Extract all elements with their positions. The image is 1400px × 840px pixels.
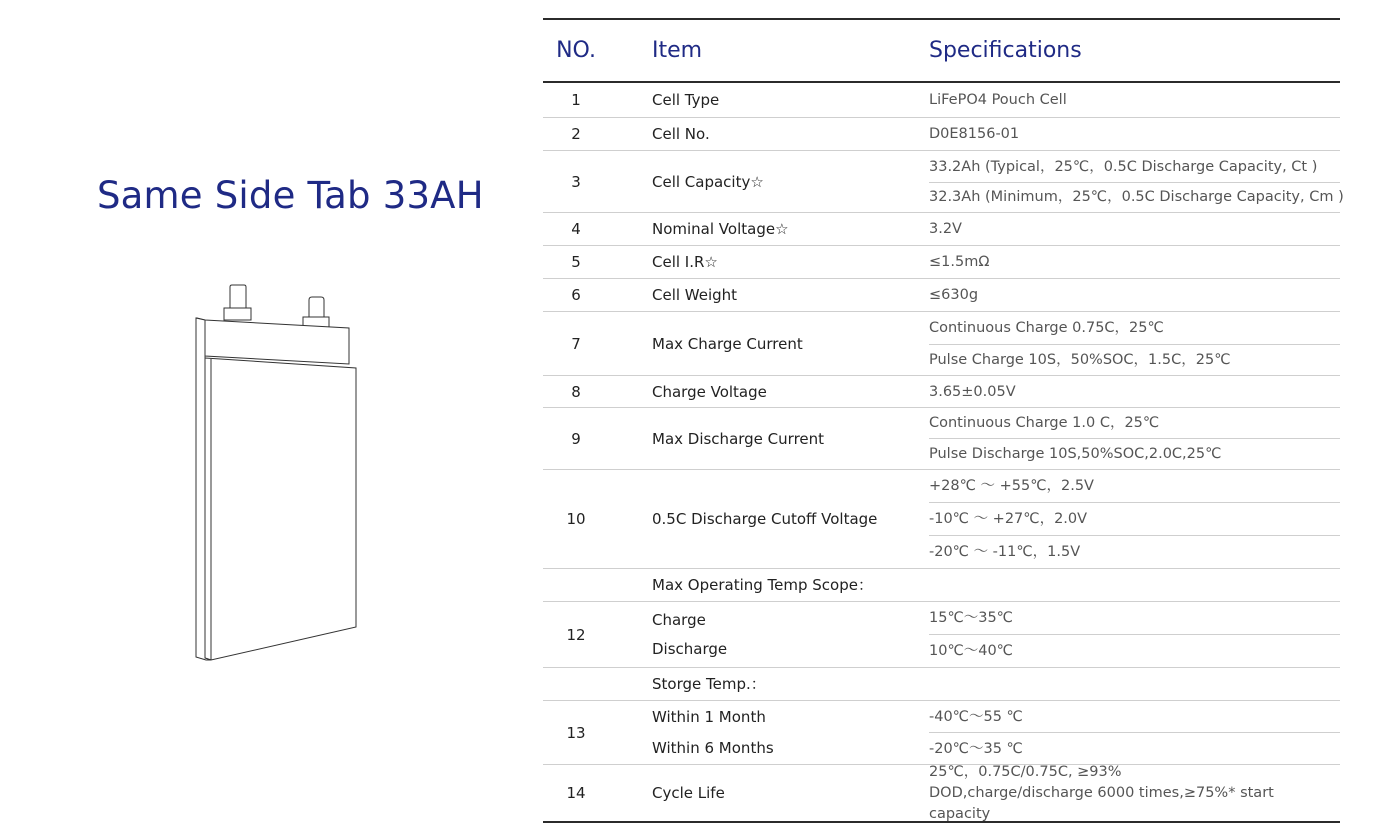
table-row <box>543 118 1340 150</box>
row-item: Within 6 Months <box>652 739 774 757</box>
row-item: Max Discharge Current <box>652 429 825 448</box>
table-row <box>543 246 1340 278</box>
row-spec: 25℃，0.75C/0.75C, ≥93% DOD,charge/discharge 6000 times,≥75%* start capacity <box>929 763 1274 822</box>
row-item: Charge <box>652 611 706 629</box>
row-spec: 32.3Ah (Minimum，25℃，0.5C Discharge Capacity, Cm ) <box>929 189 1344 205</box>
row-number: 6 <box>571 286 581 304</box>
sub-divider <box>929 634 1340 635</box>
row-number: 5 <box>571 253 581 271</box>
row-number: 1 <box>571 91 581 109</box>
table-row <box>543 376 1340 407</box>
table-row <box>543 668 1340 700</box>
row-spec: 33.2Ah (Typical，25℃，0.5C Discharge Capacity, Ct ) <box>929 158 1318 175</box>
row-spec: -20℃ ～ -11℃，1.5V <box>929 544 1081 560</box>
sub-divider <box>929 502 1340 503</box>
specifications-table <box>543 18 1344 824</box>
row-item: Within 1 Month <box>652 708 766 726</box>
row-number: 8 <box>571 382 581 401</box>
row-item: Cell Weight <box>652 286 738 304</box>
row-spec: Pulse Charge 10S，50%SOC，1.5C，25℃ <box>929 352 1231 368</box>
header-specifications: Specifications <box>929 38 1082 63</box>
row-spec: 10℃～40℃ <box>929 643 1013 659</box>
row-item: Cell I.R☆ <box>652 253 718 271</box>
table-row <box>543 279 1340 311</box>
table-row <box>543 765 1340 821</box>
table-row <box>543 470 1340 568</box>
row-item: Max Operating Temp Scope： <box>652 576 873 594</box>
row-number: 7 <box>571 334 581 353</box>
row-spec: ≤1.5mΩ <box>929 254 990 270</box>
product-title: Same Side Tab 33AH <box>97 174 484 217</box>
row-spec: -10℃ ～ +27℃，2.0V <box>929 511 1088 527</box>
row-number: 14 <box>566 784 586 802</box>
row-item: Max Charge Current <box>652 334 803 353</box>
row-spec: -20℃～35 ℃ <box>929 740 1023 757</box>
row-item: Nominal Voltage☆ <box>652 220 789 238</box>
sub-divider <box>929 535 1340 536</box>
product-panel <box>0 0 540 840</box>
table-row <box>543 569 1340 601</box>
row-spec: ≤630g <box>929 287 979 303</box>
row-item: Cell No. <box>652 125 710 143</box>
row-number: 9 <box>571 429 581 448</box>
row-item: Charge Voltage <box>652 382 767 401</box>
table-header-row <box>543 20 1340 82</box>
row-item: Discharge <box>652 640 728 658</box>
row-spec: Continuous Charge 1.0 C，25℃ <box>929 415 1160 431</box>
row-spec: D0E8156-01 <box>929 126 1020 142</box>
row-spec: 15℃～35℃ <box>929 610 1013 626</box>
sub-divider <box>929 344 1340 345</box>
row-item: Cycle Life <box>652 784 725 802</box>
row-item: Storge Temp.： <box>652 675 766 693</box>
table-row <box>543 213 1340 245</box>
row-spec: +28℃ ～ +55℃，2.5V <box>929 478 1094 494</box>
row-number: 3 <box>571 172 581 191</box>
row-number: 13 <box>566 723 586 742</box>
row-number: 4 <box>571 220 581 238</box>
row-spec: LiFePO4 Pouch Cell <box>929 92 1067 108</box>
table-bottom-border <box>543 821 1340 823</box>
sub-divider <box>929 438 1340 439</box>
row-spec: Continuous Charge 0.75C，25℃ <box>929 320 1164 336</box>
pouch-cell-illustration <box>185 280 365 670</box>
row-number: 10 <box>566 510 586 528</box>
table-row <box>543 83 1340 117</box>
row-number: 12 <box>566 625 586 644</box>
row-spec: 3.65±0.05V <box>929 383 1016 400</box>
row-item: Cell Capacity☆ <box>652 172 764 191</box>
row-item: 0.5C Discharge Cutoff Voltage <box>652 510 878 528</box>
row-item: Cell Type <box>652 91 720 109</box>
row-spec: Pulse Discharge 10S,50%SOC,2.0C,25℃ <box>929 445 1222 462</box>
header-item: Item <box>652 38 703 63</box>
row-spec: -40℃～55 ℃ <box>929 708 1023 725</box>
row-number: 2 <box>571 125 581 143</box>
header-no: NO. <box>556 38 596 63</box>
sub-divider <box>929 732 1340 733</box>
sub-divider <box>929 182 1340 183</box>
row-spec: 3.2V <box>929 221 962 237</box>
